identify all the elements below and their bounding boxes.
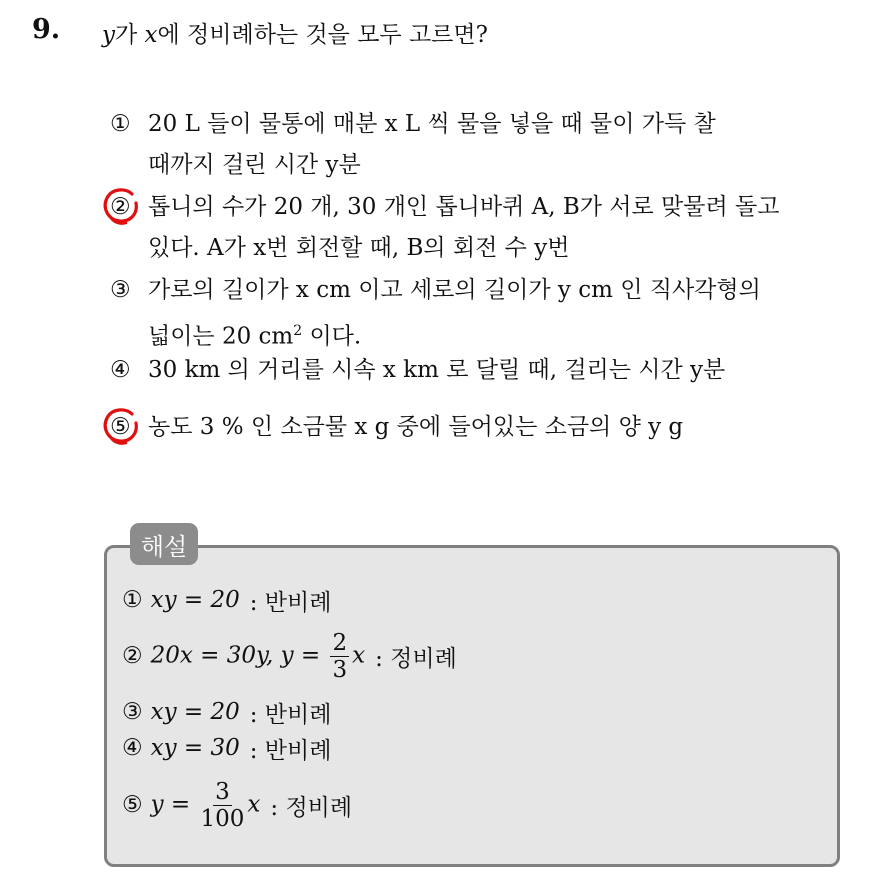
solution-line-1: ① xy = 20 : 반비례: [122, 587, 332, 616]
option-3-line2-post: 이다.: [302, 323, 362, 350]
solution-line-2: ② 20x = 30y, y = $\frac{2}{3}$ x : 정비례: [122, 629, 457, 683]
fraction-2-3: $\frac{2}{3}$: [332, 629, 348, 683]
solution-tag: 해설: [130, 523, 198, 565]
var-x: x: [144, 22, 158, 48]
option-3-sup: 2: [293, 323, 303, 339]
option-4-line1: 30 km 의 거리를 시속 x km 로 달릴 때, 걸리는 시간 y분: [148, 357, 726, 383]
solution-line-3: ③ xy = 20 : 반비례: [122, 699, 332, 728]
option-3-line2-pre: 넓이는 20 cm: [148, 323, 294, 350]
option-2-line2: 있다. A가 x번 회전할 때, B의 회전 수 y번: [148, 235, 570, 261]
solution-line-5: ⑤ y = $\frac{3}{100}$ x : 정비례: [122, 778, 353, 832]
option-2: [110, 187, 850, 269]
option-3-mark: ③: [110, 277, 131, 303]
option-3-line1: 가로의 길이가 x cm 이고 세로의 길이가 y cm 인 직사각형의: [148, 277, 761, 303]
var-y: y: [102, 22, 115, 48]
option-2-mark: ②: [110, 194, 131, 220]
solution-line-4: ④ xy = 30 : 반비례: [122, 735, 332, 764]
fraction-3-100: $\frac{3}{100}$: [200, 778, 245, 832]
option-1-line1: 20 L 들이 물통에 매분 x L 씩 물을 넣을 때 물이 가득 찰: [148, 111, 716, 137]
option-2-line1: 톱니의 수가 20 개, 30 개인 톱니바퀴 A, B가 서로 맞물려 돌고: [148, 194, 780, 220]
question-number: 9.: [32, 14, 61, 45]
option-3: [110, 270, 850, 358]
option-1-line2: 때까지 걸린 시간 y분: [148, 152, 361, 178]
question-text: y가 x에 정비례하는 것을 모두 고르면?: [102, 22, 488, 48]
option-4: [110, 350, 850, 391]
option-5: [110, 407, 850, 448]
option-4-mark: ④: [110, 357, 131, 383]
option-1-mark: ①: [110, 111, 131, 137]
option-1: [110, 104, 850, 186]
option-5-line1: 농도 3 % 인 소금물 x g 중에 들어있는 소금의 양 y g: [148, 414, 684, 440]
option-5-mark: ⑤: [110, 414, 131, 440]
